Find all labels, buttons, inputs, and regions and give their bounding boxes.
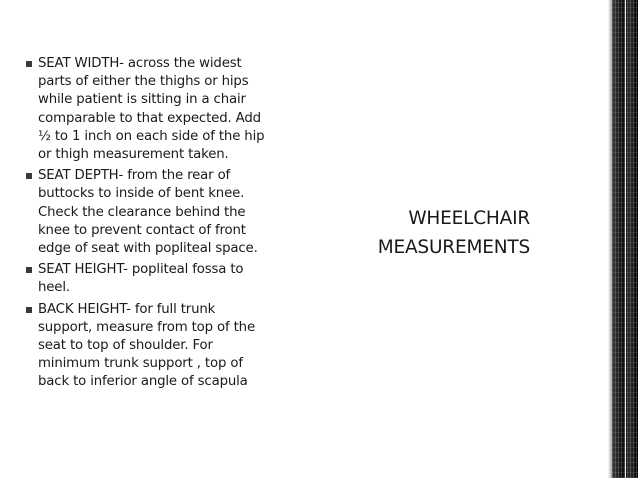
bullet-line: seat to top of shoulder. For	[38, 338, 213, 354]
bullet-line: ½ to 1 inch on each side of the hip	[38, 128, 265, 144]
square-bullet-icon	[26, 307, 32, 313]
bullet-seat-depth	[26, 167, 296, 258]
slide-title-line-2: MEASUREMENTS	[377, 237, 530, 258]
bullet-line: BACK HEIGHT- for full trunk	[38, 301, 216, 317]
decorative-texture-line	[625, 0, 626, 478]
bullet-line: SEAT HEIGHT- popliteal fossa to	[38, 262, 244, 278]
bullet-back-height	[26, 301, 296, 392]
bullet-line: Check the clearance behind the	[38, 204, 246, 220]
bullet-line: or thigh measurement taken.	[38, 147, 229, 163]
bullet-line: knee to prevent contact of front	[38, 222, 246, 238]
slide-title-line-1: WHEELCHAIR	[408, 208, 530, 229]
bullet-list	[26, 55, 296, 395]
bullet-seat-height	[26, 261, 296, 297]
bullet-line: SEAT WIDTH- across the widest	[38, 56, 242, 71]
bullet-line: heel.	[38, 280, 70, 296]
bullet-line: parts of either the thighs or hips	[38, 74, 249, 90]
bullet-line: SEAT DEPTH- from the rear of	[38, 168, 231, 184]
bullet-line: while patient is sitting in a chair	[38, 92, 246, 108]
bullet-line: minimum trunk support , top of	[38, 356, 243, 372]
bullet-line: comparable to that expected. Add	[38, 110, 261, 126]
square-bullet-icon	[26, 61, 32, 67]
bullet-line: support, measure from top of the	[38, 319, 255, 335]
square-bullet-icon	[26, 267, 32, 273]
slide-title	[378, 204, 530, 262]
bullet-seat-width	[26, 55, 296, 164]
bullet-line: back to inferior angle of scapula	[38, 374, 248, 390]
square-bullet-icon	[26, 173, 32, 179]
bullet-line: buttocks to inside of bent knee.	[38, 186, 245, 202]
bullet-line: edge of seat with popliteal space.	[38, 241, 258, 257]
